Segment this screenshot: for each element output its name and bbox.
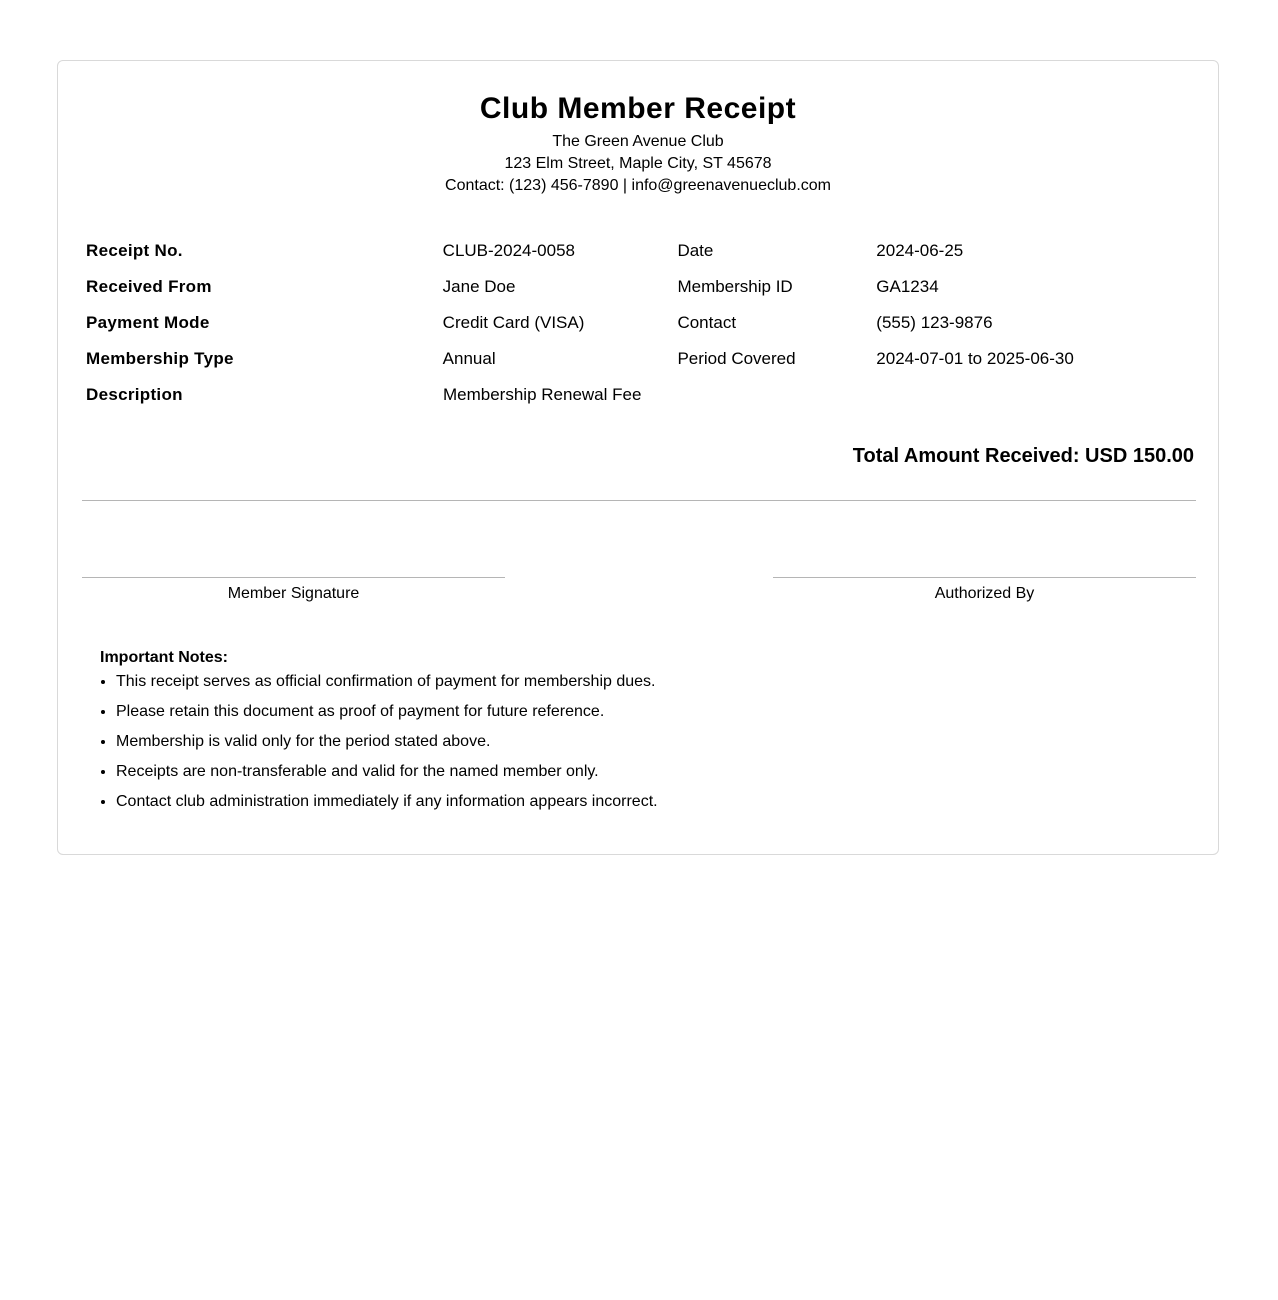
detail-label: Membership Type — [86, 349, 234, 368]
member-signature-label: Member Signature — [227, 585, 360, 602]
detail-value: Membership Renewal Fee — [443, 385, 642, 404]
detail-value: 2024-06-25 — [876, 241, 964, 260]
detail-row — [86, 269, 1196, 305]
detail-value: (555) 123-9876 — [876, 313, 993, 332]
divider — [82, 500, 1196, 501]
detail-value: Annual — [442, 349, 496, 368]
notes-list — [100, 672, 1100, 812]
detail-label: Description — [86, 385, 183, 404]
detail-label: Receipt No. — [86, 241, 183, 260]
detail-value: Credit Card (VISA) — [442, 313, 585, 332]
detail-label: Payment Mode — [86, 313, 210, 332]
club-name: The Green Avenue Club — [552, 133, 724, 150]
detail-value: GA1234 — [876, 277, 939, 296]
receipt-details-table — [86, 233, 1196, 413]
total-amount: Total Amount Received: USD 150.00 — [852, 445, 1194, 467]
authorized-by-label: Authorized By — [934, 585, 1035, 602]
list-item: • Receipts are non-transferable and valid for the named member only. — [116, 762, 1100, 782]
detail-label: Contact — [677, 313, 737, 332]
detail-value: 2024-07-01 to 2025-06-30 — [876, 349, 1074, 368]
detail-row — [86, 233, 1196, 269]
signature-line — [82, 577, 505, 578]
receipt-card — [57, 60, 1219, 855]
detail-label: Received From — [86, 277, 212, 296]
list-item: • Contact club administration immediately if any information appears incorrect. — [116, 792, 1100, 812]
list-item: • Please retain this document as proof of payment for future reference. — [116, 702, 1100, 722]
detail-value: Jane Doe — [442, 277, 516, 296]
list-item: • This receipt serves as official confirmation of payment for membership dues. — [116, 672, 1100, 692]
detail-row — [86, 305, 1196, 341]
authorized-signature-block — [773, 577, 1196, 604]
important-notes — [100, 647, 1100, 822]
club-address: 123 Elm Street, Maple City, ST 45678 — [504, 155, 772, 172]
receipt-header — [58, 61, 1218, 197]
detail-value: CLUB-2024-0058 — [442, 241, 575, 260]
club-contact: Contact: (123) 456-7890 | info@greenavenueclub.com — [445, 177, 831, 194]
detail-label: Membership ID — [677, 277, 793, 296]
detail-row — [86, 377, 1196, 413]
detail-label: Period Covered — [677, 349, 796, 368]
notes-title: Important Notes: — [100, 649, 228, 666]
signature-line — [773, 577, 1196, 578]
page-title: Club Member Receipt — [479, 92, 797, 125]
member-signature-block — [82, 577, 505, 604]
list-item: • Membership is valid only for the period stated above. — [116, 732, 1100, 752]
detail-label: Date — [677, 241, 714, 260]
detail-row — [86, 341, 1196, 377]
